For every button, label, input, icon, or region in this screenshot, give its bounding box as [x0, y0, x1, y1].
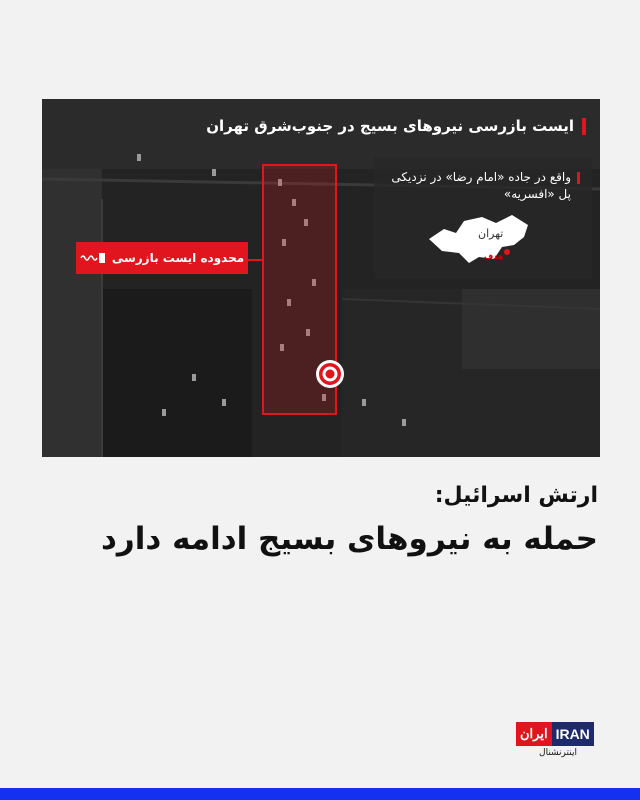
- bottom-accent-bar: [0, 788, 640, 800]
- zone-connector-line: [248, 259, 264, 261]
- headline: [101, 478, 598, 564]
- caption-text: ایست بازرسی نیروهای بسیج در جنوب‌شرق تهران: [206, 117, 574, 135]
- location-info-text: واقع در جاده «امام رضا» در نزدیکی پل «افسریه»: [391, 170, 571, 201]
- checkpoint-zone-label-text: محدوده ایست بازرسی: [111, 251, 245, 265]
- logo-iran-en: IRAN: [552, 722, 594, 746]
- logo-iran-fa: ایران: [516, 722, 552, 746]
- target-marker-icon: [315, 359, 345, 389]
- headline-line-1: ارتش اسرائیل:: [434, 483, 598, 508]
- info-accent-bar: [577, 172, 580, 184]
- map-caption: [206, 117, 586, 135]
- caption-accent-bar: [582, 118, 586, 135]
- city-label: تهران: [478, 227, 504, 240]
- target-label: هدف: [484, 252, 504, 261]
- satellite-image-panel: [42, 99, 600, 457]
- location-info: [390, 169, 580, 203]
- logo-box: [516, 722, 594, 746]
- logo-subtitle: اینترنشنال: [539, 748, 577, 758]
- checkpoint-barrier-icon: [80, 252, 106, 264]
- location-info-box: [374, 157, 592, 279]
- headline-line-2: حمله به نیروهای بسیج ادامه دارد: [101, 521, 598, 557]
- checkpoint-zone-label: [76, 242, 248, 274]
- iran-international-logo: [516, 722, 600, 764]
